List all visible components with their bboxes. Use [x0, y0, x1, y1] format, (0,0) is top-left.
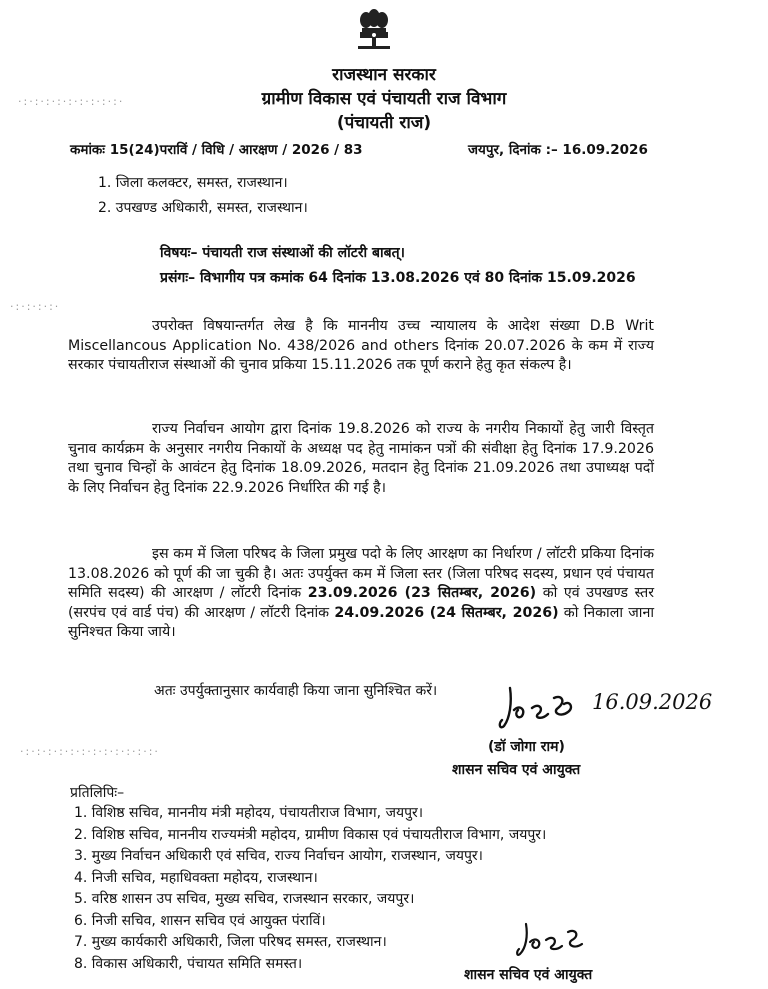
signature-icon [514, 918, 594, 962]
subdivision-lottery-date: 24.09.2026 (24 सितम्बर, 2026) [334, 604, 559, 621]
handwritten-date: 16.09.2026 [592, 690, 713, 714]
list-item: 6. निजी सचिव, शासन सचिव एवं आयुक्त पंराविं। [74, 912, 326, 929]
faint-mark: ·:·:·:·:· [10, 300, 61, 313]
subject-line: विषयः– पंचायती राज संस्थाओं की लॉटरी बाबत्। [160, 245, 405, 261]
paragraph-4: अतः उपर्युक्तानुसार कार्यवाही किया जाना सुनिश्चित करें। [154, 683, 438, 699]
list-item: 7. मुख्य कार्यकारी अधिकारी, जिला परिषद समस्त, राजस्थान। [74, 934, 387, 950]
list-item: 4. निजी सचिव, महाधिवक्ता महोदय, राजस्थान। [74, 869, 318, 886]
state-emblem-icon [350, 6, 398, 58]
copy-list [74, 803, 546, 975]
paragraph-3-text: इस कम में जिला परिषद के जिला प्रमुख पदो के लिए आरक्षण का निर्धारण / लॉटरी प्रकिया दिनांक 13.08.2026 को पूर्ण की जा चुकी है। अतः उपर्युक्त कम में जिला स्तर (जिला परिषद सदस्य, प्रधान एवं पंचायत समिति सदस्य) की आरक्षण / लॉटरी दिनांक [68, 546, 654, 601]
district-lottery-date: 23.09.2026 (23 सितम्बर, 2026) [307, 585, 537, 601]
list-item: 5. वरिष्ठ शासन उप सचिव, मुख्य सचिव, राजस्थान सरकार, जयपुर। [74, 891, 415, 907]
footer-designation: शासन सचिव एवं आयुक्त [464, 967, 593, 983]
signatory-name: (डॉ जोगा राम) [488, 739, 565, 755]
list-item: 3. मुख्य निर्वाचन अधिकारी एवं सचिव, राज्य निर्वाचन आयोग, राजस्थान, जयपुर। [74, 848, 483, 864]
list-item: 1. विशिष्ठ सचिव, माननीय मंत्री महोदय, पंचायतीराज विभाग, जयपुर। [74, 805, 424, 821]
paragraph-3-text: को निकाला जाना सुनिश्चत किया जाये। [68, 604, 655, 640]
department-title: ग्रामीण विकास एवं पंचायती राज विभाग [261, 89, 507, 109]
signature-icon [496, 680, 588, 736]
list-item: 8. विकास अधिकारी, पंचायत समिति समस्त। [74, 955, 303, 972]
faint-mark: ·:·:·:·:·:·:·:·:·:· [18, 95, 125, 108]
sub-department-title: (पंचायती राज) [336, 113, 432, 133]
copy-heading: प्रतिलिपिः– [70, 785, 125, 801]
addressee: 2. उपखण्ड अधिकारी, समस्त, राजस्थान। [98, 200, 308, 216]
signatory-designation: शासन सचिव एवं आयुक्त [452, 762, 581, 778]
paragraph-1: उपरोक्त विषयान्तर्गत लेख है कि माननीय उच्च न्यायालय के आदेश संख्या D.B Writ Miscellancous Application No. 438/2026 and others दिनांक 20.07.2026 के कम में राज्य सरकार पंचायतीराज संस्थाओं की चुनाव प्रकिया 15.11.2026 तक पूर्ण कराने हेतु कृत संकल्प है। [68, 318, 654, 373]
list-item: 2. विशिष्ठ सचिव, माननीय राज्यमंत्री महोदय, ग्रामीण विकास एवं पंचायतीराज विभाग, जयपुर। [74, 826, 547, 843]
reference-number: कमांकः 15(24)पराविं / विधि / आरक्षण / 2026 / 83 [70, 142, 363, 158]
paragraph-3-text: को एवं उपखण्ड स्तर (सरपंच एवं वार्ड पंच) की आरक्षण / लॉटरी दिनांक [68, 585, 654, 621]
govt-title: राजस्थान सरकार [332, 65, 436, 85]
paragraph-2: राज्य निर्वाचन आयोग द्वारा दिनांक 19.8.2026 को राज्य के नगरीय निकायों हेतु जारी विस्तृत चुनाव कार्यक्रम के अनुसार नगरीय निकायों के अध्यक्ष पद हेतु नामांकन पत्रों की संवीक्षा हेतु दिनांक 17.9.2026 तथा चुनाव चिन्हों के आवंटन हेतु दिनांक 18.09.2026, मतदान हेतु दिनांक 21.09.2026 तथा उपाध्यक्ष पदों के लिए निर्वाचन हेतु दिनांक 22.9.2026 निर्धारित की गई है। [68, 421, 654, 496]
place-date: जयपुर, दिनांक :– 16.09.2026 [468, 142, 648, 158]
paragraph-3 [68, 545, 654, 643]
addressee: 1. जिला कलक्टर, समस्त, राजस्थान। [98, 175, 288, 191]
reference-line: प्रसंगः– विभागीय पत्र कमांक 64 दिनांक 13.08.2026 एवं 80 दिनांक 15.09.2026 [160, 270, 636, 286]
faint-mark: ·:·:·:·:·:·:·:·:·:·:·:·:· [20, 745, 160, 758]
